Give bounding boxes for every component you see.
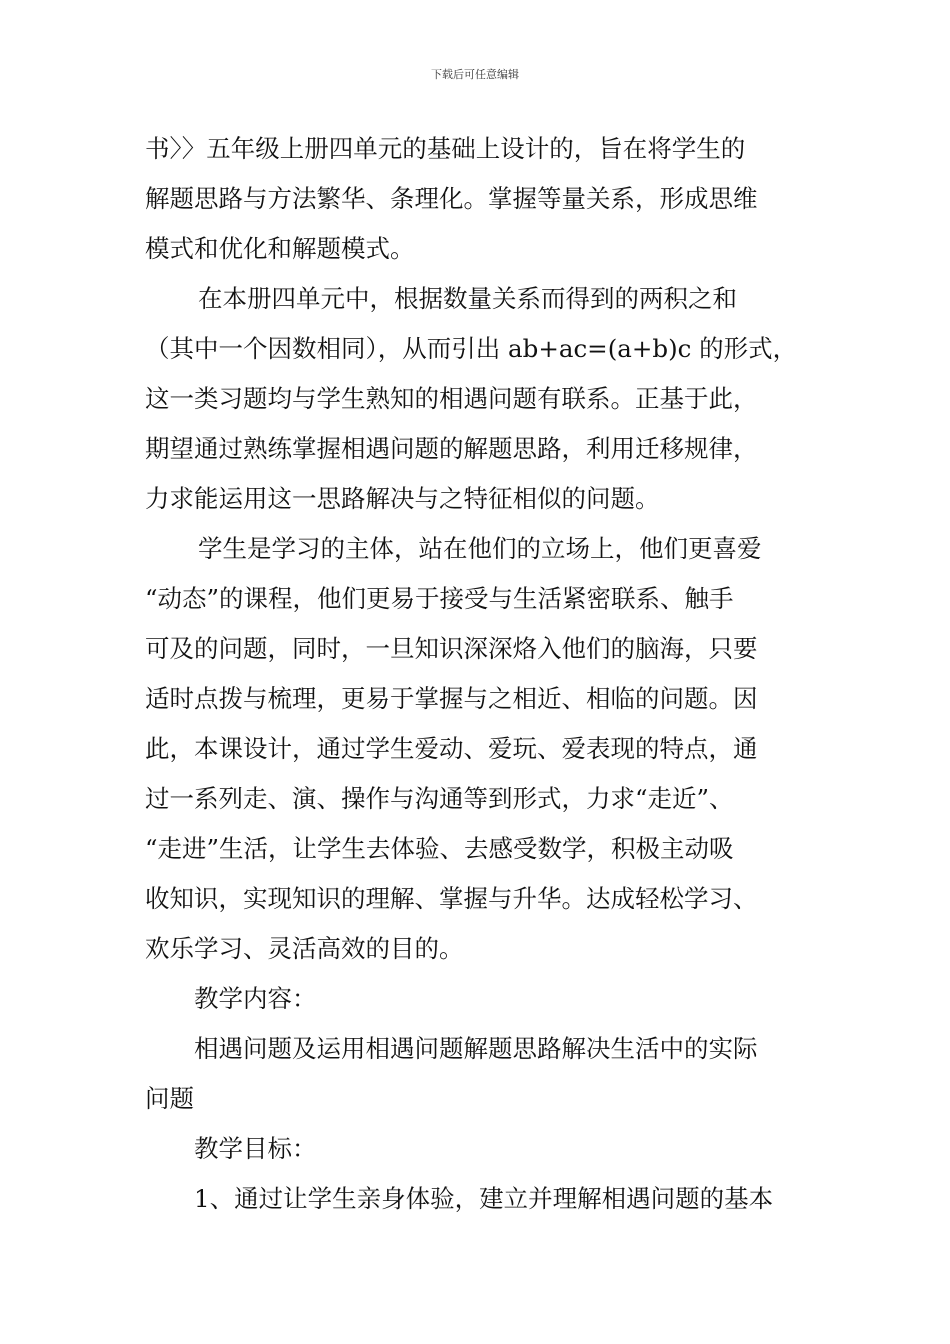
text-line: 期望通过熟练掌握相遇问题的解题思路，利用迁移规律， (145, 434, 758, 463)
section-heading: 教学内容： (194, 984, 317, 1013)
document-body (145, 124, 809, 1224)
text-line: 收知识，实现知识的理解、掌握与升华。达成轻松学习、 (145, 884, 758, 913)
text-line: 过一系列走、演、操作与沟通等到形式，力求“走近”、 (145, 784, 734, 813)
text-line: 这一类习题均与学生熟知的相遇问题有联系。正基于此， (145, 384, 758, 413)
paragraph-first-line: 学生是学习的主体，站在他们的立场上，他们更喜爱 (198, 534, 762, 563)
text-line: 力求能运用这一思路解决与之特征相似的问题。 (145, 484, 660, 513)
text-line: “动态”的课程，他们更易于接受与生活紧密联系、触手 (145, 584, 734, 613)
text-line: 问题 (145, 1084, 194, 1113)
page-header: 下载后可任意编辑 (431, 68, 519, 81)
text-line: 此，本课设计，通过学生爱动、爱玩、爱表现的特点，通 (145, 734, 758, 763)
text-line: 模式和优化和解题模式。 (145, 234, 415, 263)
section-heading: 教学目标： (194, 1134, 317, 1163)
paragraph-first-line: 相遇问题及运用相遇问题解题思路解决生活中的实际 (194, 1034, 758, 1063)
text-line: 解题思路与方法繁华、条理化。掌握等量关系，形成思维 (145, 184, 758, 213)
text-line: 欢乐学习、灵活高效的目的。 (145, 934, 464, 963)
list-item: 1、通过让学生亲身体验，建立并理解相遇问题的基本 (194, 1184, 774, 1213)
paragraph-first-line: 在本册四单元中，根据数量关系而得到的两积之和 (198, 284, 737, 313)
text-line: 书〉〉五年级上册四单元的基础上设计的，旨在将学生的 (145, 134, 746, 163)
text-line: 适时点拨与梳理，更易于掌握与之相近、相临的问题。因 (145, 684, 758, 713)
text-line: 可及的问题，同时，一旦知识深深烙入他们的脑海，只要 (145, 634, 758, 663)
text-line: “走进”生活，让学生去体验、去感受数学，积极主动吸 (145, 834, 734, 863)
text-line: （其中一个因数相同），从而引出 ab+ac=(a+b)c 的形式， (145, 334, 798, 363)
